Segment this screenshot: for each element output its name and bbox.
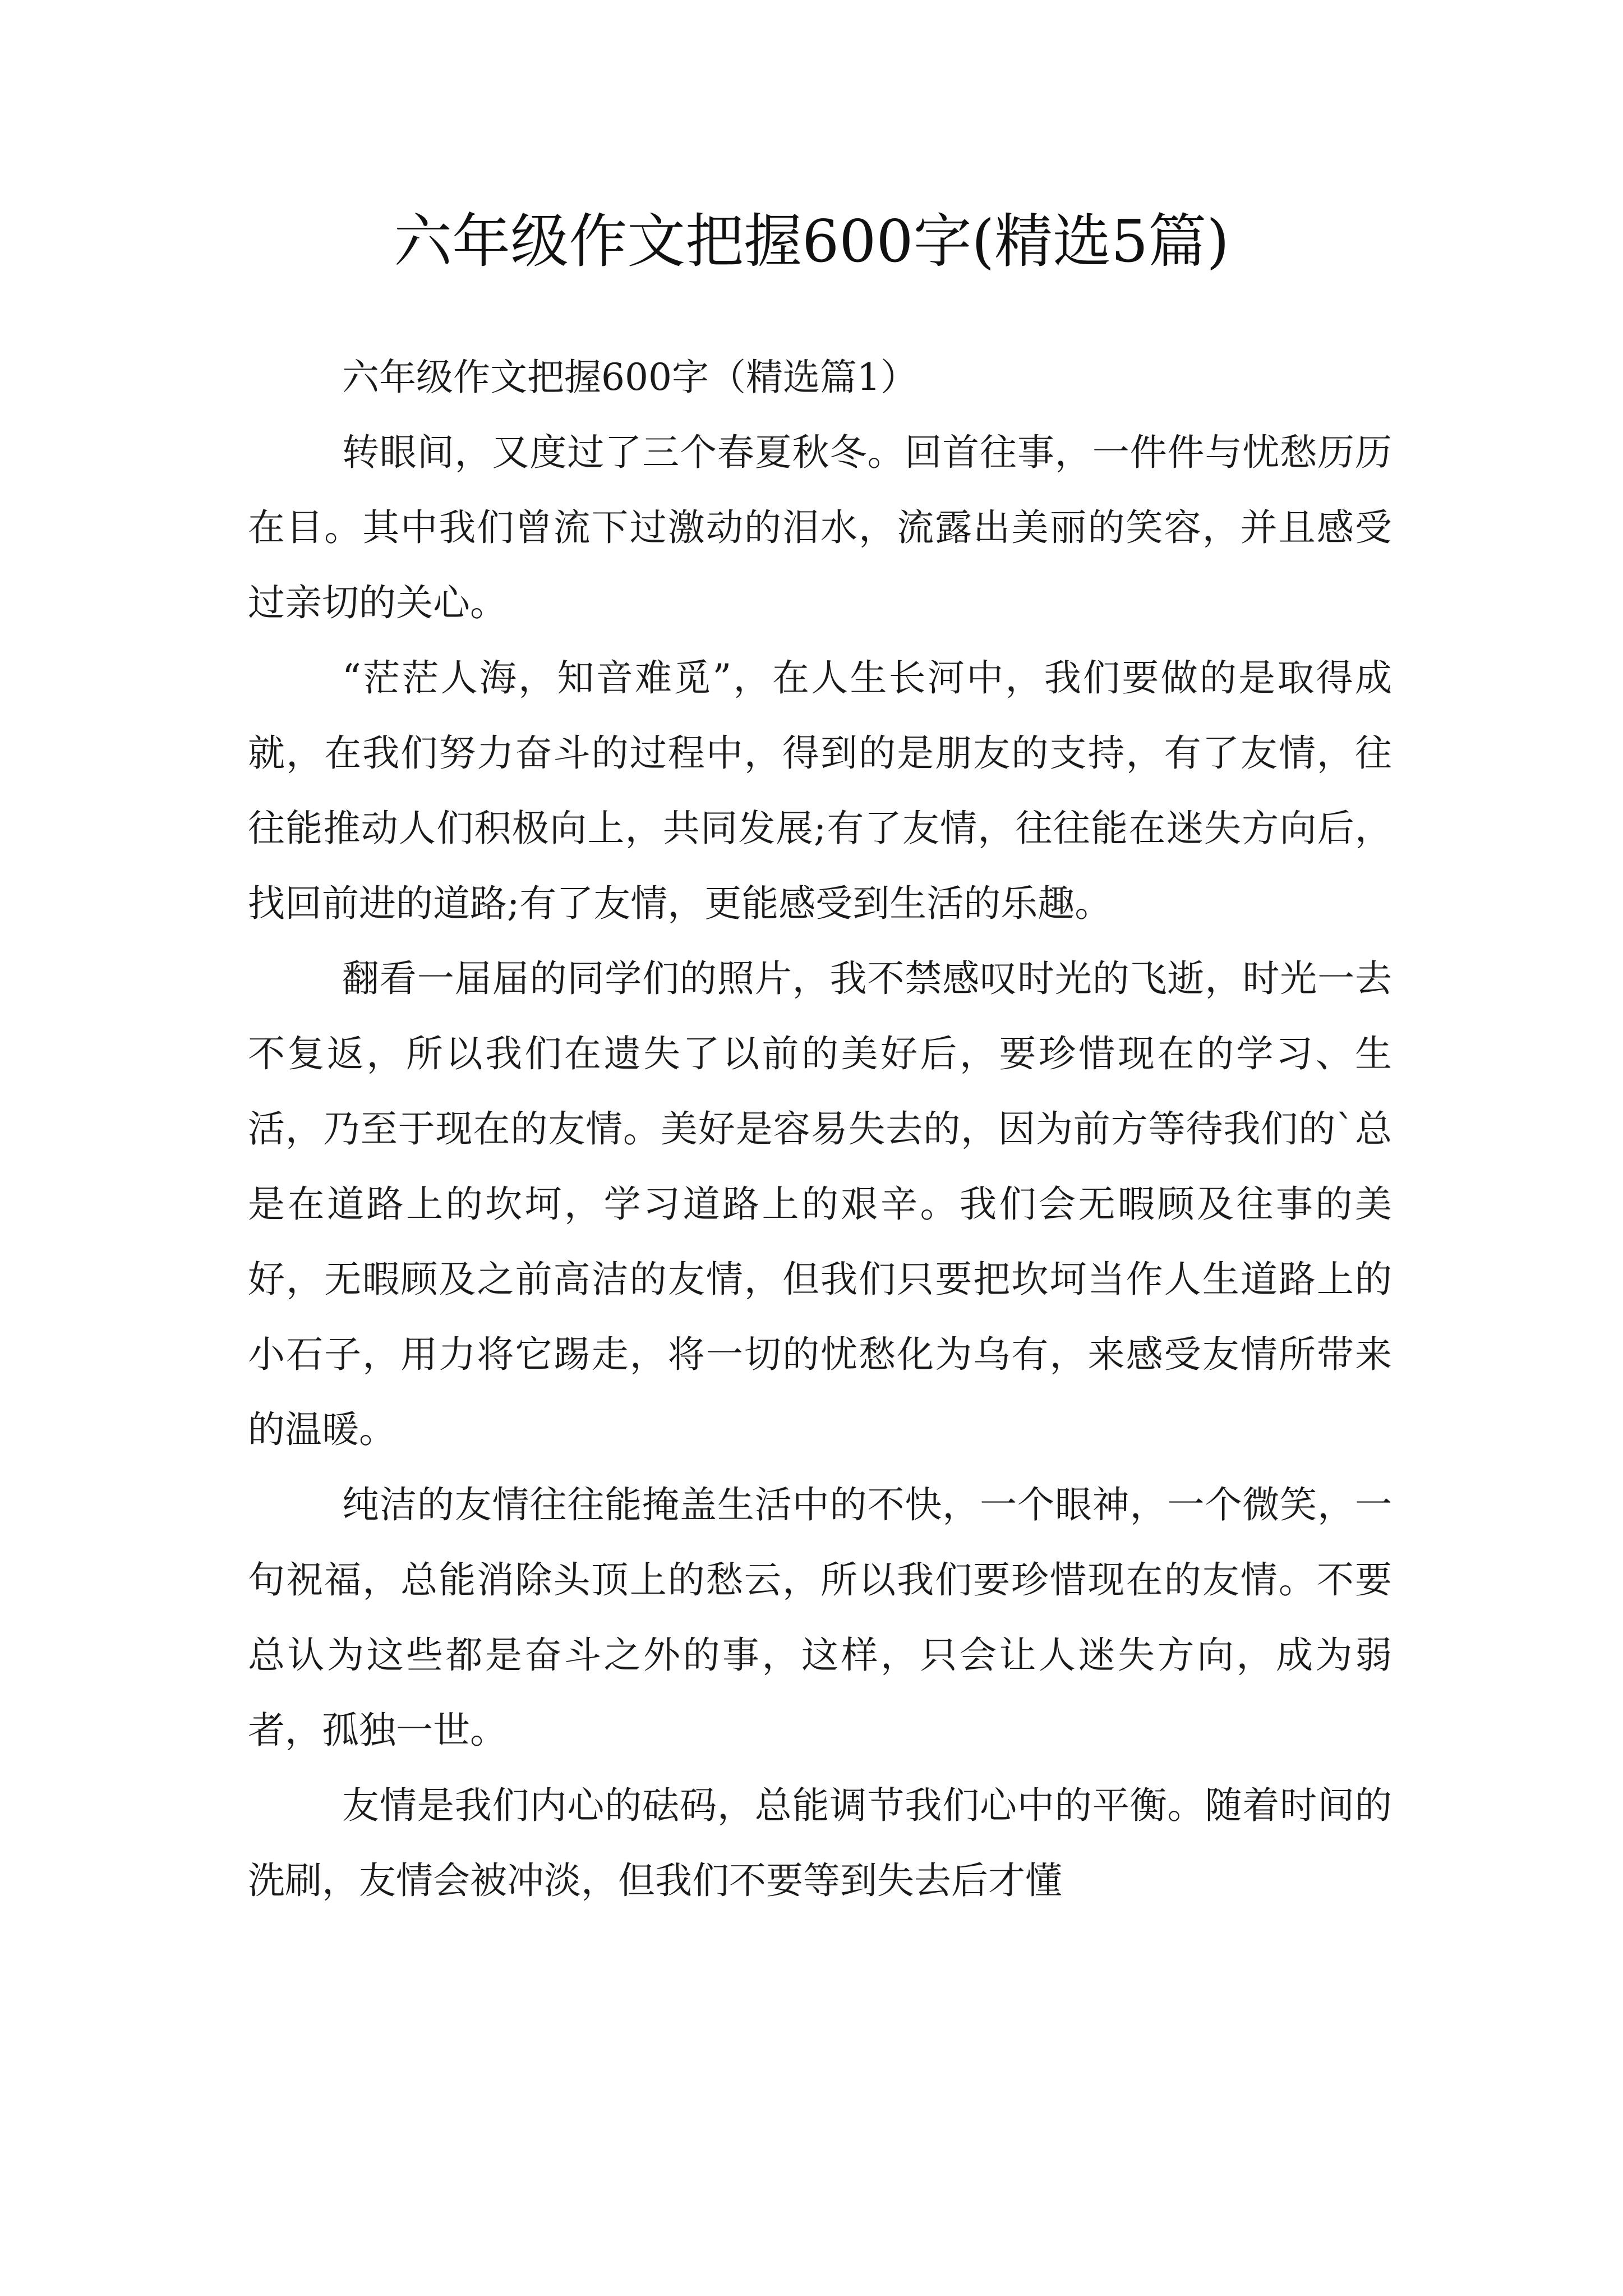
paragraph-5: 友情是我们内心的砝码，总能调节我们心中的平衡。随着时间的洗刷，友情会被冲淡，但我们不要等到失去后才懂 bbox=[248, 1784, 1392, 1902]
paragraph-2: “茫茫人海，知音难觅”，在人生长河中，我们要做的是取得成就，在我们努力奋斗的过程中，得到的是朋友的支持，有了友情，往往能推动人们积极向上，共同发展;有了友情，往往能在迷失方向后，找回前进的道路;有了友情，更能感受到生活的乐趣。 bbox=[248, 656, 1392, 925]
paragraph-1: 转眼间，又度过了三个春夏秋冬。回首往事，一件件与忧愁历历在目。其中我们曾流下过激动的泪水，流露出美丽的笑容，并且感受过亲切的关心。 bbox=[248, 431, 1392, 624]
paragraph-3: 翻看一届届的同学们的照片，我不禁感叹时光的飞逝，时光一去不复返，所以我们在遗失了以前的美好后，要珍惜现在的学习、生活，乃至于现在的友情。美好是容易失去的，因为前方等待我们的`总是在道路上的坎坷，学习道路上的艰辛。我们会无暇顾及往事的美好，无暇顾及之前高洁的友情，但我们只要把坎坷当作人生道路上的小石子，用力将它踢走，将一切的忧愁化为乌有，来感受友情所带来的温暖。 bbox=[248, 957, 1392, 1451]
document-body bbox=[248, 340, 1392, 1918]
section-heading: 六年级作文把握600字（精选篇1） bbox=[342, 356, 917, 399]
document-title: 六年级作文把握600字(精选5篇) bbox=[394, 207, 1229, 275]
paragraph-4: 纯洁的友情往往能掩盖生活中的不快，一个眼神，一个微笑，一句祝福，总能消除头顶上的愁云，所以我们要珍惜现在的友情。不要总认为这些都是奋斗之外的事，这样，只会让人迷失方向，成为弱者，孤独一世。 bbox=[248, 1483, 1392, 1752]
